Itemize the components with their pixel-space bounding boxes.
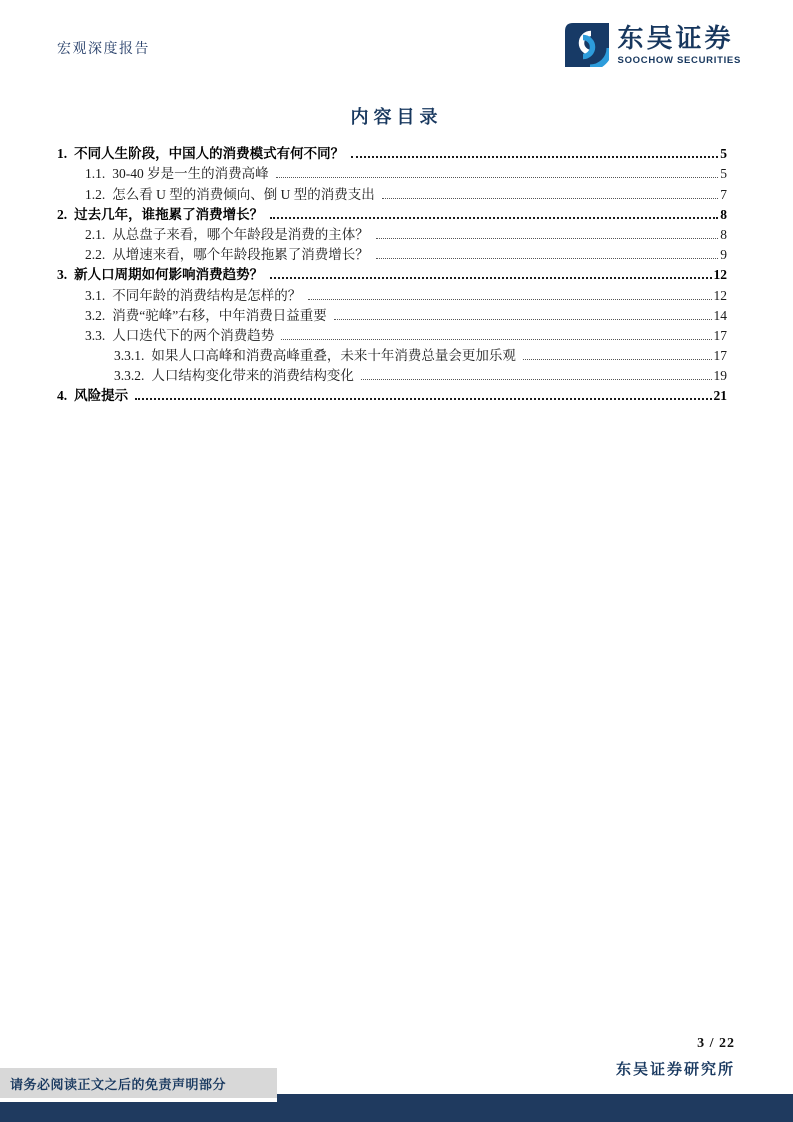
toc-entry-page: 9 <box>720 247 727 263</box>
toc-entry-page: 19 <box>713 368 727 384</box>
toc-entry-page: 12 <box>713 287 727 303</box>
dot-leader <box>376 258 719 259</box>
dot-leader <box>270 277 711 279</box>
toc-entry-title: 新人口周期如何影响消费趋势？ <box>74 267 264 283</box>
dot-leader <box>361 379 712 380</box>
toc-entry[interactable] <box>57 324 727 344</box>
toc-entry-title: 人口结构变化带来的消费结构变化 <box>151 368 354 384</box>
dot-leader <box>281 339 711 340</box>
toc-entry[interactable] <box>57 182 727 202</box>
table-of-contents <box>57 142 727 404</box>
toc-entry[interactable] <box>57 243 727 263</box>
toc-entry-page: 12 <box>713 267 727 283</box>
toc-entry-page: 8 <box>720 226 727 242</box>
toc-entry-number: 3.1. <box>85 287 106 303</box>
toc-entry-title: 怎么看 U 型的消费倾向、倒 U 型的消费支出 <box>112 186 375 202</box>
brand-name-en: SOOCHOW SECURITIES <box>617 55 741 66</box>
toc-title: 内容目录 <box>350 107 443 127</box>
toc-entry-title: 风险提示 <box>74 388 129 404</box>
brand-block <box>565 23 741 67</box>
dot-leader <box>308 299 711 300</box>
toc-entry-number: 2. <box>57 206 68 222</box>
toc-entry-title: 不同年龄的消费结构是怎样的？ <box>112 287 302 303</box>
toc-entry[interactable] <box>57 162 727 182</box>
toc-entry-number: 3. <box>57 267 68 283</box>
toc-entry[interactable] <box>57 384 727 404</box>
dot-leader <box>382 198 719 199</box>
toc-entry-number: 2.2. <box>85 247 106 263</box>
dot-leader <box>376 238 719 239</box>
toc-entry-page: 17 <box>713 327 727 343</box>
toc-entry-title: 从总盘子来看，哪个年龄段是消费的主体？ <box>112 226 369 242</box>
dot-leader <box>351 156 718 158</box>
soochow-logo-icon <box>565 23 609 67</box>
toc-entry-page: 5 <box>720 146 727 162</box>
toc-entry-number: 4. <box>57 388 68 404</box>
toc-entry[interactable] <box>57 203 727 223</box>
dot-leader <box>523 359 712 360</box>
toc-entry[interactable] <box>57 142 727 162</box>
toc-entry-page: 14 <box>713 307 727 323</box>
dot-leader <box>334 319 712 320</box>
toc-entry-title: 人口迭代下的两个消费趋势 <box>112 327 275 343</box>
toc-entry-page: 8 <box>720 206 727 222</box>
toc-entry-number: 1.1. <box>85 166 106 182</box>
toc-entry-title: 30-40 岁是一生的消费高峰 <box>112 166 269 182</box>
toc-entry[interactable] <box>57 364 727 384</box>
toc-entry[interactable] <box>57 283 727 303</box>
toc-entry-title: 如果人口高峰和消费高峰重叠，未来十年消费总量会更加乐观 <box>151 348 516 364</box>
research-institute-label: 东吴证券研究所 <box>615 1062 735 1078</box>
toc-entry-page: 21 <box>713 388 727 404</box>
page-indicator: 3 / 22 <box>697 1036 735 1051</box>
toc-entry-number: 1.2. <box>85 186 106 202</box>
toc-entry-number: 2.1. <box>85 226 106 242</box>
disclaimer-box <box>0 1068 277 1102</box>
dot-leader <box>135 398 711 400</box>
toc-entry-title: 消费“驼峰”右移，中年消费日益重要 <box>112 307 327 323</box>
toc-entry-page: 7 <box>720 186 727 202</box>
toc-entry-title: 不同人生阶段，中国人的消费模式有何不同？ <box>74 146 345 162</box>
report-type-label: 宏观深度报告 <box>57 42 150 57</box>
toc-entry[interactable] <box>57 304 727 324</box>
toc-entry-title: 过去几年，谁拖累了消费增长？ <box>74 206 264 222</box>
toc-entry[interactable] <box>57 223 727 243</box>
toc-entry-number: 3.2. <box>85 307 106 323</box>
toc-entry[interactable] <box>57 344 727 364</box>
toc-entry-number: 3.3.2. <box>114 368 145 384</box>
disclaimer-text: 请务必阅读正文之后的免责声明部分 <box>10 1076 227 1092</box>
toc-entry-number: 1. <box>57 146 68 162</box>
brand-text <box>618 24 741 66</box>
brand-name-cn: 东吴证券 <box>617 24 734 53</box>
toc-entry-title: 从增速来看，哪个年龄段拖累了消费增长？ <box>112 247 369 263</box>
dot-leader <box>276 177 719 178</box>
toc-entry-number: 3.3.1. <box>114 348 145 364</box>
toc-entry[interactable] <box>57 263 727 283</box>
toc-entry-page: 5 <box>720 166 727 182</box>
dot-leader <box>270 217 718 219</box>
toc-entry-number: 3.3. <box>85 327 106 343</box>
toc-entry-page: 17 <box>713 348 727 364</box>
